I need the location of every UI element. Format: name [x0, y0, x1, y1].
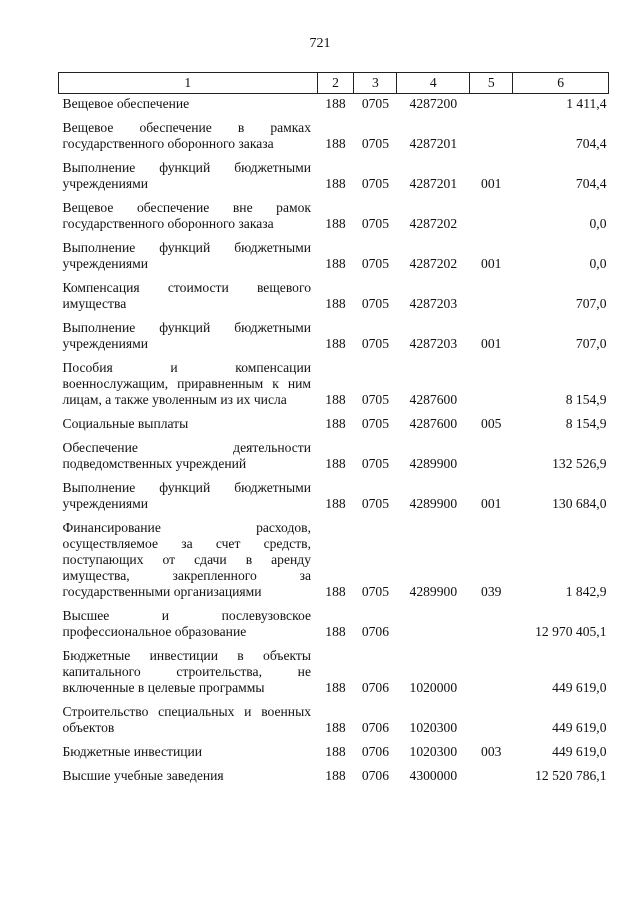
table-row [59, 238, 609, 278]
row-code-3: 0705 [361, 256, 389, 271]
row-code-5: 001 [481, 336, 502, 351]
row-code-2: 188 [325, 336, 346, 351]
row-amount: 12 520 786,1 [535, 768, 607, 783]
budget-table [58, 72, 609, 790]
row-code-4: 1020300 [409, 720, 458, 735]
row-name: Бюджетные инвестиции в объекты капитального строительства, не включенные в целевые программы [62, 648, 311, 695]
row-code-2: 188 [325, 296, 346, 311]
row-code-4: 4287600 [409, 392, 458, 407]
table-row [59, 318, 609, 358]
row-code-2: 188 [325, 624, 346, 639]
row-amount: 0,0 [589, 256, 607, 271]
row-code-5 [470, 702, 513, 742]
row-amount: 12 970 405,1 [535, 624, 607, 639]
row-code-4: 4300000 [409, 768, 458, 783]
row-code-3: 0705 [361, 392, 389, 407]
row-code-5 [470, 94, 513, 119]
table-row [59, 702, 609, 742]
row-code-4: 4287202 [409, 256, 458, 271]
row-code-2: 188 [325, 768, 346, 783]
row-name: Пособия и компенсации военнослужащим, приравненным к ним лицам, а также уволенным из их числа [62, 360, 311, 407]
table-row [59, 606, 609, 646]
row-code-3: 0705 [361, 136, 389, 151]
row-amount: 1 411,4 [566, 96, 607, 111]
table-row [59, 118, 609, 158]
row-code-5 [470, 118, 513, 158]
column-header: 3 [354, 73, 397, 94]
row-name: Обеспечение деятельности подведомственных учреждений [62, 440, 311, 471]
row-code-2: 188 [325, 496, 346, 511]
row-code-2: 188 [325, 416, 346, 431]
row-code-5: 001 [481, 496, 502, 511]
row-code-3: 0706 [361, 680, 389, 695]
row-code-2: 188 [325, 720, 346, 735]
row-name: Вещевое обеспечение [62, 96, 190, 111]
row-code-4: 4287201 [409, 176, 458, 191]
table-row [59, 358, 609, 414]
row-code-4: 4287203 [409, 296, 458, 311]
row-code-3: 0705 [361, 96, 389, 111]
table-row [59, 742, 609, 766]
table-row [59, 518, 609, 606]
row-code-5: 039 [481, 584, 502, 599]
column-header: 1 [59, 73, 318, 94]
table-row [59, 414, 609, 438]
row-code-5 [470, 198, 513, 238]
row-code-3: 0705 [361, 416, 389, 431]
row-code-4: 4287200 [409, 96, 458, 111]
column-header: 2 [317, 73, 354, 94]
row-code-2: 188 [325, 256, 346, 271]
row-amount: 449 619,0 [552, 720, 607, 735]
row-code-5 [470, 646, 513, 702]
column-header: 6 [513, 73, 609, 94]
row-code-4: 4289900 [409, 496, 458, 511]
table-header-row [59, 73, 609, 94]
row-code-3: 0705 [361, 496, 389, 511]
row-code-5 [470, 766, 513, 790]
row-code-2: 188 [325, 680, 346, 695]
row-amount: 707,0 [575, 336, 607, 351]
row-code-4: 4287201 [409, 136, 458, 151]
row-amount: 704,4 [575, 176, 607, 191]
row-code-2: 188 [325, 176, 346, 191]
table-row [59, 646, 609, 702]
row-name: Строительство специальных и военных объектов [62, 704, 311, 735]
row-code-4 [397, 606, 470, 646]
row-code-4: 1020300 [409, 744, 458, 759]
row-amount: 8 154,9 [565, 416, 607, 431]
row-amount: 449 619,0 [552, 680, 607, 695]
row-code-2: 188 [325, 96, 346, 111]
row-code-2: 188 [325, 216, 346, 231]
row-amount: 8 154,9 [565, 392, 607, 407]
row-amount: 449 619,0 [552, 744, 607, 759]
row-code-3: 0705 [361, 296, 389, 311]
row-code-3: 0706 [361, 624, 389, 639]
row-code-2: 188 [325, 136, 346, 151]
row-name: Социальные выплаты [62, 416, 189, 431]
row-code-4: 4287600 [409, 416, 458, 431]
row-code-5: 005 [481, 416, 502, 431]
table-row [59, 158, 609, 198]
row-code-4: 4289900 [409, 456, 458, 471]
row-code-5: 001 [481, 176, 502, 191]
row-code-3: 0706 [361, 720, 389, 735]
column-header: 4 [397, 73, 470, 94]
row-name: Финансирование расходов, осуществляемое за счет средств, поступающих от сдачи в аренду имущества, закрепленного за государственными организациями [62, 520, 311, 599]
row-code-3: 0705 [361, 456, 389, 471]
row-code-2: 188 [325, 744, 346, 759]
table-row [59, 438, 609, 478]
row-amount: 130 684,0 [552, 496, 607, 511]
row-code-3: 0706 [361, 744, 389, 759]
row-code-3: 0706 [361, 768, 389, 783]
row-code-5: 003 [481, 744, 502, 759]
row-name: Высшие учебные заведения [62, 768, 224, 783]
table-row [59, 478, 609, 518]
row-code-4: 4289900 [409, 584, 458, 599]
row-code-5: 001 [481, 256, 502, 271]
table-body [59, 94, 609, 791]
row-name: Выполнение функций бюджетными учреждениями [62, 240, 311, 271]
row-code-4: 4287202 [409, 216, 458, 231]
row-code-4: 1020000 [409, 680, 458, 695]
row-code-3: 0705 [361, 176, 389, 191]
row-name: Высшее и послевузовское профессиональное образование [62, 608, 311, 639]
row-code-2: 188 [325, 456, 346, 471]
page-number: 721 [309, 36, 331, 51]
row-code-2: 188 [325, 392, 346, 407]
row-name: Выполнение функций бюджетными учреждениями [62, 320, 311, 351]
row-code-2: 188 [325, 584, 346, 599]
table-row [59, 766, 609, 790]
row-code-5 [470, 606, 513, 646]
table-row [59, 198, 609, 238]
row-amount: 0,0 [589, 216, 607, 231]
row-name: Вещевое обеспечение в рамках государственного оборонного заказа [62, 120, 311, 151]
row-amount: 704,4 [575, 136, 607, 151]
row-name: Компенсация стоимости вещевого имущества [62, 280, 311, 311]
row-code-3: 0705 [361, 336, 389, 351]
column-header: 5 [470, 73, 513, 94]
row-name: Выполнение функций бюджетными учреждениями [62, 480, 311, 511]
row-code-5 [470, 358, 513, 414]
row-code-5 [470, 278, 513, 318]
row-code-4: 4287203 [409, 336, 458, 351]
table-row [59, 278, 609, 318]
row-name: Бюджетные инвестиции [62, 744, 203, 759]
row-amount: 1 842,9 [565, 584, 607, 599]
row-amount: 707,0 [575, 296, 607, 311]
table-row [59, 94, 609, 119]
row-code-3: 0705 [361, 216, 389, 231]
row-amount: 132 526,9 [552, 456, 607, 471]
row-name: Вещевое обеспечение вне рамок государственного оборонного заказа [62, 200, 311, 231]
row-code-5 [470, 438, 513, 478]
row-name: Выполнение функций бюджетными учреждениями [62, 160, 311, 191]
row-code-3: 0705 [361, 584, 389, 599]
